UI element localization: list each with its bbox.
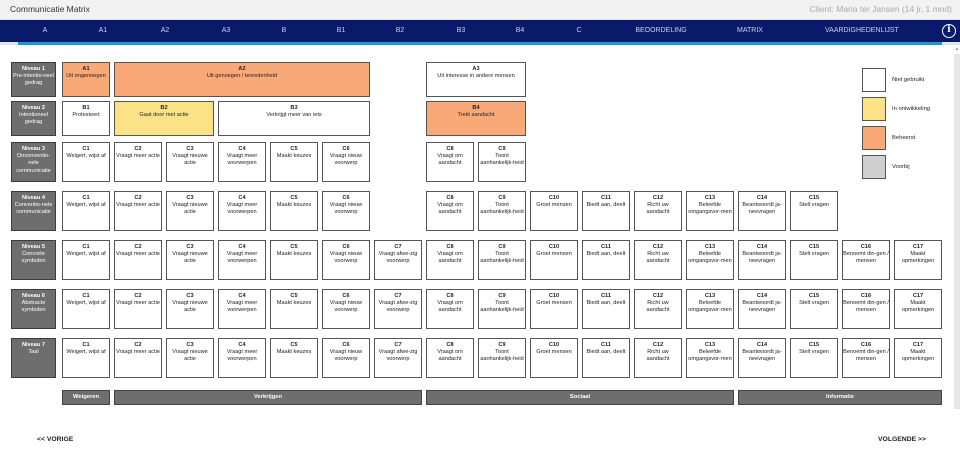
skill-cell-c14[interactable] <box>738 289 786 329</box>
skill-text: Weigert, wijst af <box>66 300 106 307</box>
skill-code: C2 <box>134 293 142 299</box>
skill-code: C5 <box>290 195 298 201</box>
tab-beoordeling[interactable]: BEOORDELING <box>635 27 687 34</box>
skill-code: B1 <box>82 105 90 111</box>
skill-code: C11 <box>601 244 611 250</box>
skill-code: C3 <box>186 146 194 152</box>
skill-text: Vraagt nieuw voorwerp <box>329 153 363 167</box>
level-label-4 <box>11 191 56 231</box>
skill-code: C6 <box>342 146 350 152</box>
skill-cell-c1[interactable] <box>62 191 110 231</box>
skill-cell-c3[interactable] <box>166 240 214 280</box>
skill-cell-a1[interactable] <box>62 62 110 97</box>
skill-cell-c7[interactable] <box>374 289 422 329</box>
skill-text: Beleefde omgangsvor-men <box>688 349 732 363</box>
skill-code: C16 <box>860 244 872 250</box>
skill-code: C7 <box>394 293 402 299</box>
skill-text: Beleefde omgangsvor-men <box>688 251 732 265</box>
skill-code: C17 <box>912 293 924 299</box>
tab-b4[interactable]: B4 <box>515 27 525 34</box>
skill-text: Weigert, wijst af <box>66 349 106 356</box>
skill-cell-c5[interactable] <box>270 191 318 231</box>
skill-code: C7 <box>394 244 402 250</box>
skill-text: Vraagt nieuwe actie <box>172 153 208 167</box>
skill-code: C8 <box>446 342 454 348</box>
level-name: Onconventio-nele communicatie <box>16 153 51 174</box>
previous-button[interactable]: << VORIGE <box>37 436 74 443</box>
skill-cell-c13[interactable] <box>686 338 734 378</box>
title-bar <box>0 0 960 20</box>
skill-text: Toont aanhankelijk-heid <box>480 349 524 363</box>
skill-text: Toont aanhankelijk-heid <box>480 202 524 216</box>
skill-cell-c5[interactable] <box>270 338 318 378</box>
nav-active-indicator <box>18 42 942 45</box>
skill-text: Richt uw aandacht <box>646 300 670 314</box>
skill-cell-a3[interactable] <box>426 62 526 97</box>
skill-text: Beantwoordt ja-neevragen <box>742 251 782 265</box>
skill-text: Beleefde omgangsvor-men <box>688 202 732 216</box>
tab-vaardighedenlijst[interactable]: VAARDIGHEDENLIJST <box>825 27 899 34</box>
skill-code: C10 <box>548 195 560 201</box>
tab-a1[interactable]: A1 <box>98 27 108 34</box>
skill-text: Vraagt meer actie <box>116 153 160 160</box>
skill-cell-c5[interactable] <box>270 289 318 329</box>
skill-code: C1 <box>82 146 90 152</box>
skill-text: Uit ongenoegen <box>66 73 106 80</box>
skill-cell-c8[interactable] <box>426 289 474 329</box>
legend-swatch <box>862 97 886 121</box>
skill-code: C6 <box>342 244 350 250</box>
skill-code: C3 <box>186 195 194 201</box>
skill-code: A2 <box>238 66 246 72</box>
skill-text: Stelt vragen <box>799 300 829 307</box>
skill-text: Uit interesse in andere mensen <box>437 73 515 80</box>
tab-a[interactable]: A <box>42 27 48 34</box>
skill-code: C3 <box>186 342 194 348</box>
skill-text: Vraagt om aandacht <box>437 251 463 265</box>
tab-b[interactable]: B <box>281 27 287 34</box>
skill-code: C13 <box>704 342 716 348</box>
skill-text: Maakt keuzes <box>276 349 312 356</box>
skill-text: Toont aanhankelijk-heid <box>480 153 524 167</box>
skill-code: C6 <box>342 293 350 299</box>
skill-cell-b2[interactable] <box>114 101 214 136</box>
skill-text: Richt uw aandacht <box>646 202 670 216</box>
skill-cell-c7[interactable] <box>374 338 422 378</box>
skill-code: C12 <box>652 293 664 299</box>
skill-cell-c4[interactable] <box>218 191 266 231</box>
skill-code: C8 <box>446 293 454 299</box>
scroll-up-icon[interactable]: ▲ <box>954 46 960 52</box>
level-name: Conventio-nele communicatie <box>14 202 53 216</box>
skill-code: C2 <box>134 195 142 201</box>
skill-code: C10 <box>548 293 560 299</box>
skill-code: C14 <box>756 293 768 299</box>
skill-code: C17 <box>912 244 924 250</box>
skill-text: Beantwoordt ja-neevragen <box>742 202 782 216</box>
legend-swatch <box>862 68 886 92</box>
skill-cell-c13[interactable] <box>686 191 734 231</box>
skill-cell-c9[interactable] <box>478 142 526 182</box>
tab-matrix[interactable]: MATRIX <box>737 27 763 34</box>
client-info: Client: Maria ter Jansen (14 jr, 1 mnd) <box>809 4 952 14</box>
skill-cell-c8[interactable] <box>426 142 474 182</box>
skill-text: Protesteert <box>72 112 100 119</box>
skill-text: Vraagt meer actie <box>116 300 160 307</box>
level-number: Niveau 4 <box>21 195 45 201</box>
level-label-6 <box>11 289 56 329</box>
skill-code: C15 <box>808 195 820 201</box>
level-name: Abstracte symbolen <box>21 300 46 314</box>
skill-cell-c10[interactable] <box>530 338 578 378</box>
next-button[interactable]: VOLGENDE >> <box>878 436 926 443</box>
skill-code: C11 <box>601 195 611 201</box>
level-label-1 <box>11 62 56 97</box>
skill-code: C14 <box>756 244 768 250</box>
skill-cell-c8[interactable] <box>426 240 474 280</box>
skill-code: C10 <box>548 244 560 250</box>
skill-cell-c7[interactable] <box>374 240 422 280</box>
skill-text: Weigert, wijst af <box>66 251 106 258</box>
skill-cell-c2[interactable] <box>114 191 162 231</box>
skill-cell-c14[interactable] <box>738 191 786 231</box>
skill-code: C9 <box>498 195 506 201</box>
skill-code: C9 <box>498 146 506 152</box>
skill-text: Vraagt meer actie <box>116 202 160 209</box>
category-informatie: Informatie <box>738 390 942 405</box>
skill-text: Beantwoordt ja-neevragen <box>742 349 782 363</box>
scrollbar[interactable] <box>954 46 960 409</box>
skill-text: Richt uw aandacht <box>646 349 670 363</box>
skill-code: C9 <box>498 244 506 250</box>
skill-cell-c1[interactable] <box>62 142 110 182</box>
skill-text: Stelt vragen <box>799 251 829 258</box>
skill-text: Biedt aan, deelt <box>586 300 626 307</box>
skill-code: C13 <box>704 293 716 299</box>
skill-code: C8 <box>446 146 454 152</box>
skill-code: C13 <box>704 195 716 201</box>
skill-text: Maakt keuzes <box>276 153 312 160</box>
skill-cell-c5[interactable] <box>270 142 318 182</box>
skill-cell-c8[interactable] <box>426 338 474 378</box>
skill-cell-c3[interactable] <box>166 289 214 329</box>
skill-cell-c13[interactable] <box>686 289 734 329</box>
skill-text: Benoemt din-gen / mensen <box>843 349 889 363</box>
skill-text: Vraagt om aandacht <box>437 300 463 314</box>
skill-code: C14 <box>756 195 768 201</box>
skill-code: C2 <box>134 146 142 152</box>
skill-text: Toont aanhankelijk-heid <box>480 251 524 265</box>
skill-text: Vraagt nieuw voorwerp <box>329 202 363 216</box>
skill-cell-c16[interactable] <box>842 240 890 280</box>
skill-text: Trekt aandacht <box>457 112 495 119</box>
skill-text: Vraagt afwe-zig voorwerp <box>378 300 418 314</box>
skill-text: Vraagt meer voorwerpen <box>226 251 258 265</box>
level-label-3 <box>11 142 56 182</box>
skill-code: C10 <box>548 342 560 348</box>
skill-cell-c11[interactable] <box>582 289 630 329</box>
skill-cell-c3[interactable] <box>166 142 214 182</box>
skill-cell-c16[interactable] <box>842 338 890 378</box>
skill-code: C9 <box>498 293 506 299</box>
skill-cell-c1[interactable] <box>62 240 110 280</box>
skill-code: B3 <box>290 105 298 111</box>
skill-text: Uit genoegen / tevredenheid <box>206 73 278 80</box>
skill-text: Vraagt nieuw voorwerp <box>329 251 363 265</box>
skill-code: C2 <box>134 244 142 250</box>
skill-cell-c11[interactable] <box>582 240 630 280</box>
app-title: Communicatie Matrix <box>10 4 90 14</box>
skill-text: Toont aanhankelijk-heid <box>480 300 524 314</box>
skill-code: C16 <box>860 293 872 299</box>
level-number: Niveau 5 <box>21 244 45 250</box>
skill-text: Groet mensen <box>536 251 572 258</box>
info-icon[interactable]: i <box>942 24 956 38</box>
skill-cell-c14[interactable] <box>738 338 786 378</box>
skill-cell-c10[interactable] <box>530 289 578 329</box>
skill-code: C17 <box>912 342 924 348</box>
skill-text: Vraagt afwe-zig voorwerp <box>378 251 418 265</box>
tab-b1[interactable]: B1 <box>336 27 346 34</box>
skill-cell-c16[interactable] <box>842 289 890 329</box>
skill-text: Vraagt meer actie <box>116 349 160 356</box>
level-number: Niveau 1 <box>21 66 45 72</box>
skill-text: Maakt keuzes <box>276 202 312 209</box>
skill-code: C6 <box>342 342 350 348</box>
skill-cell-b3[interactable] <box>218 101 370 136</box>
skill-code: C9 <box>498 342 506 348</box>
skill-cell-c10[interactable] <box>530 240 578 280</box>
skill-code: C1 <box>82 293 90 299</box>
skill-text: Vraagt nieuwe actie <box>172 251 208 265</box>
category-weigeren: Weigeren <box>62 390 110 405</box>
skill-cell-c17[interactable] <box>894 240 942 280</box>
skill-cell-c12[interactable] <box>634 191 682 231</box>
skill-text: Weigert, wijst af <box>66 202 106 209</box>
level-name: Taal <box>28 349 39 356</box>
skill-cell-b4[interactable] <box>426 101 526 136</box>
level-number: Niveau 3 <box>21 146 45 152</box>
skill-code: C7 <box>394 342 402 348</box>
skill-code: C8 <box>446 244 454 250</box>
skill-code: C1 <box>82 342 90 348</box>
skill-cell-c4[interactable] <box>218 142 266 182</box>
skill-cell-c10[interactable] <box>530 191 578 231</box>
skill-code: A3 <box>472 66 480 72</box>
skill-cell-c4[interactable] <box>218 240 266 280</box>
skill-cell-c15[interactable] <box>790 191 838 231</box>
skill-code: C4 <box>238 342 246 348</box>
skill-cell-c12[interactable] <box>634 338 682 378</box>
skill-cell-c6[interactable] <box>322 289 370 329</box>
skill-text: Beantwoordt ja-neevragen <box>742 300 782 314</box>
skill-text: Weigert, wijst af <box>66 153 106 160</box>
category-sociaal: Sociaal <box>426 390 734 405</box>
level-label-2 <box>11 101 56 136</box>
skill-text: Stelt vragen <box>799 349 829 356</box>
skill-cell-c4[interactable] <box>218 289 266 329</box>
skill-code: C15 <box>808 342 820 348</box>
skill-code: C5 <box>290 293 298 299</box>
skill-code: C15 <box>808 244 820 250</box>
skill-cell-c6[interactable] <box>322 240 370 280</box>
skill-cell-c15[interactable] <box>790 338 838 378</box>
skill-text: Vraagt nieuwe actie <box>172 349 208 363</box>
skill-cell-c3[interactable] <box>166 191 214 231</box>
skill-cell-c2[interactable] <box>114 240 162 280</box>
skill-cell-c2[interactable] <box>114 289 162 329</box>
skill-cell-c9[interactable] <box>478 338 526 378</box>
skill-cell-c12[interactable] <box>634 240 682 280</box>
skill-cell-c9[interactable] <box>478 289 526 329</box>
skill-code: C11 <box>601 293 611 299</box>
skill-code: C13 <box>704 244 716 250</box>
tab-a3[interactable]: A3 <box>221 27 231 34</box>
skill-text: Vraagt meer voorwerpen <box>226 349 258 363</box>
skill-code: C3 <box>186 293 194 299</box>
skill-text: Vraagt meer voorwerpen <box>226 153 258 167</box>
skill-text: Groet mensen <box>536 202 572 209</box>
skill-code: C4 <box>238 293 246 299</box>
skill-code: C12 <box>652 195 664 201</box>
skill-cell-c1[interactable] <box>62 289 110 329</box>
skill-code: C6 <box>342 195 350 201</box>
skill-text: Vraagt meer voorwerpen <box>226 202 258 216</box>
skill-text: Maakt opmerkingen <box>901 349 935 363</box>
skill-text: Biedt aan, deelt <box>586 251 626 258</box>
legend-swatch <box>862 155 886 179</box>
level-number: Niveau 2 <box>21 105 45 111</box>
skill-cell-c3[interactable] <box>166 338 214 378</box>
skill-cell-c11[interactable] <box>582 191 630 231</box>
level-number: Niveau 7 <box>21 342 45 348</box>
skill-code: C8 <box>446 195 454 201</box>
skill-cell-c11[interactable] <box>582 338 630 378</box>
skill-code: B4 <box>472 105 480 111</box>
level-name: Intentioneel gedrag <box>19 112 48 126</box>
skill-text: Vraagt meer voorwerpen <box>226 300 258 314</box>
skill-text: Maakt keuzes <box>276 300 312 307</box>
level-label-5 <box>11 240 56 280</box>
level-name: Pre-intentio-neel gedrag <box>12 73 55 87</box>
skill-code: C14 <box>756 342 768 348</box>
skill-cell-c5[interactable] <box>270 240 318 280</box>
skill-text: Vraagt nieuwe actie <box>172 202 208 216</box>
skill-text: Vraagt om aandacht <box>437 202 463 216</box>
skill-cell-c12[interactable] <box>634 289 682 329</box>
skill-text: Richt uw aandacht <box>646 251 670 265</box>
level-label-7 <box>11 338 56 378</box>
skill-text: Groet mensen <box>536 300 572 307</box>
skill-code: C15 <box>808 293 820 299</box>
skill-cell-c2[interactable] <box>114 142 162 182</box>
skill-code: C5 <box>290 244 298 250</box>
skill-cell-c9[interactable] <box>478 240 526 280</box>
skill-cell-c4[interactable] <box>218 338 266 378</box>
skill-code: A1 <box>82 66 90 72</box>
skill-code: C1 <box>82 244 90 250</box>
legend-label: Voorbij <box>892 164 910 170</box>
skill-cell-c8[interactable] <box>426 191 474 231</box>
legend-label: In ontwikkeling <box>892 106 931 112</box>
skill-text: Vraagt om aandacht <box>437 349 463 363</box>
skill-cell-c6[interactable] <box>322 338 370 378</box>
skill-text: Vraagt afwe-zig voorwerp <box>378 349 418 363</box>
skill-text: Maakt opmerkingen <box>901 251 935 265</box>
skill-cell-b1[interactable] <box>62 101 110 136</box>
skill-code: C12 <box>652 342 664 348</box>
main-nav <box>0 20 960 42</box>
skill-code: C4 <box>238 146 246 152</box>
skill-code: B2 <box>160 105 168 111</box>
skill-cell-c15[interactable] <box>790 289 838 329</box>
category-verkrijgen: Verkrijgen <box>114 390 422 405</box>
legend-label: Niet gebruikt <box>892 77 925 83</box>
skill-cell-c1[interactable] <box>62 338 110 378</box>
skill-text: Biedt aan, deelt <box>586 349 626 356</box>
skill-cell-c15[interactable] <box>790 240 838 280</box>
level-number: Niveau 6 <box>21 293 45 299</box>
skill-text: Vraagt om aandacht <box>437 153 463 167</box>
skill-text: Vraagt nieuwe actie <box>172 300 208 314</box>
skill-code: C16 <box>860 342 872 348</box>
legend-swatch <box>862 126 886 150</box>
tab-a2[interactable]: A2 <box>160 27 170 34</box>
skill-text: Maakt opmerkingen <box>901 300 935 314</box>
skill-cell-c17[interactable] <box>894 338 942 378</box>
skill-cell-c13[interactable] <box>686 240 734 280</box>
skill-text: Groet mensen <box>536 349 572 356</box>
skill-cell-c6[interactable] <box>322 191 370 231</box>
skill-text: Benoemt din-gen / mensen <box>843 300 889 314</box>
skill-text: Biedt aan, deelt <box>586 202 626 209</box>
skill-code: C5 <box>290 146 298 152</box>
skill-code: C3 <box>186 244 194 250</box>
skill-cell-c6[interactable] <box>322 142 370 182</box>
level-name: Concrete symbolen <box>21 251 46 265</box>
skill-code: C5 <box>290 342 298 348</box>
tab-b3[interactable]: B3 <box>456 27 466 34</box>
skill-code: C11 <box>601 342 611 348</box>
skill-text: Verkrijgt meer van iets <box>266 112 322 119</box>
skill-cell-a2[interactable] <box>114 62 370 97</box>
skill-code: C4 <box>238 195 246 201</box>
skill-code: C12 <box>652 244 664 250</box>
skill-cell-c14[interactable] <box>738 240 786 280</box>
skill-code: C1 <box>82 195 90 201</box>
skill-cell-c9[interactable] <box>478 191 526 231</box>
skill-code: C4 <box>238 244 246 250</box>
skill-text: Vraagt nieuw voorwerp <box>329 349 363 363</box>
skill-text: Beleefde omgangsvor-men <box>688 300 732 314</box>
skill-cell-c17[interactable] <box>894 289 942 329</box>
tab-c[interactable]: C <box>576 27 582 34</box>
skill-text: Vraagt nieuw voorwerp <box>329 300 363 314</box>
skill-text: Gaat door met actie <box>139 112 189 119</box>
skill-text: Maakt keuzes <box>276 251 312 258</box>
skill-text: Vraagt meer actie <box>116 251 160 258</box>
skill-code: C2 <box>134 342 142 348</box>
tab-b2[interactable]: B2 <box>395 27 405 34</box>
skill-cell-c2[interactable] <box>114 338 162 378</box>
skill-text: Stelt vragen <box>799 202 829 209</box>
skill-text: Benoemt din-gen / mensen <box>843 251 889 265</box>
legend-label: Beheerst <box>892 135 916 141</box>
